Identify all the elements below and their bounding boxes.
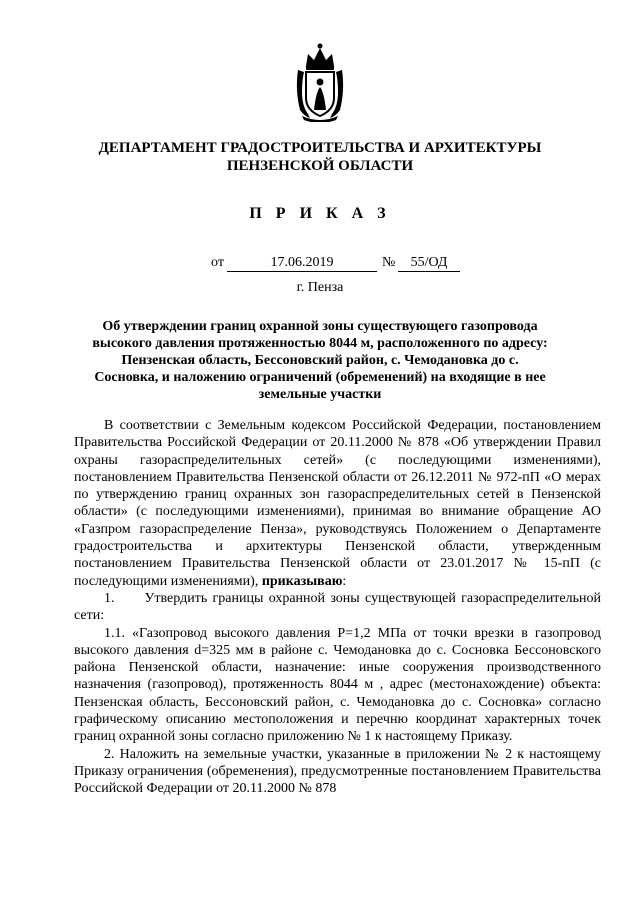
order-date-number-line bbox=[0, 255, 640, 275]
number-prefix: № bbox=[382, 255, 396, 270]
department-name-line1: ДЕПАРТАМЕНТ ГРАДОСТРОИТЕЛЬСТВА И АРХИТЕКТУРЫ bbox=[98, 140, 542, 156]
document-title: П Р И К А З bbox=[249, 205, 391, 222]
item-1-paragraph bbox=[74, 590, 601, 625]
preamble-paragraph bbox=[74, 417, 601, 590]
order-word: приказываю bbox=[261, 573, 343, 589]
order-date-field bbox=[227, 255, 377, 272]
order-colon: : bbox=[342, 573, 347, 589]
item-1-text: Утвердить границы охранной зоны существующей газораспределительной сети: bbox=[74, 590, 601, 624]
city-name: г. Пенза bbox=[296, 280, 344, 295]
order-subject: Об утверждении границ охранной зоны существующего газопровода высокого давления протяженностью 8044 м, расположенного по адресу: Пензенская область, Бессоновский район, с. Чемодановка до с. Сосновка, и наложению ограничений (обременений) на входящие в нее земельные участки bbox=[92, 319, 548, 402]
order-number: 55/ОД bbox=[410, 255, 448, 270]
order-date: 17.06.2019 bbox=[270, 255, 334, 270]
penza-region-coat-of-arms-icon bbox=[294, 40, 346, 122]
order-number-field bbox=[398, 255, 460, 272]
date-prefix: от bbox=[211, 255, 224, 270]
preamble-text: В соответствии с Земельным кодексом Российской Федерации, постановлением Правительства Российской Федерации от 20.11.2000 № 878 «Об утверждении Правил охраны газораспределительных сетей» (с последующими изменениями), постановлением Правительства Пензенской области от 26.12.2011 № 972-пП «О мерах по утверждению границ охранных зон газораспределительных сетей в Пензенской области» (с последующими изменениями), принимая во внимание обращение АО «Газпром газораспределение Пенза», руководствуясь Положением о Департаменте градостроительства и архитектуры Пензенской области, утвержденным постановлением Правительства Пензенской области от 23.01.2017 № 15-пП (с последующими изменениями), bbox=[74, 418, 601, 589]
department-name-line2: ПЕНЗЕНСКОЙ ОБЛАСТИ bbox=[226, 158, 414, 174]
item-1-number: 1. bbox=[104, 590, 115, 606]
item-2-paragraph: 2. Наложить на земельные участки, указанные в приложении № 2 к настоящему Приказу ограничения (обременения), предусмотренные постановлением Правительства Российской Федерации от 20.11.2000 № 878 bbox=[74, 746, 601, 797]
order-body bbox=[74, 417, 601, 798]
item-1-1-paragraph: 1.1. «Газопровод высокого давления P=1,2 МПа от точки врезки в газопровод высокого давления d=325 мм в районе с. Чемодановка до с. Сосновка Бессоновского района Пензенской области, назначение: иные сооружения производственного назначения (газопровод), протяженность 8044 м , адрес (местонахождение) объекта: Пензенская область, Бессоновский район, с. Чемодановка до с. Сосновка» согласно графическому описанию местоположения и перечню координат характерных точек границ охранной зоны согласно приложению № 1 к настоящему Приказу. bbox=[74, 625, 601, 745]
